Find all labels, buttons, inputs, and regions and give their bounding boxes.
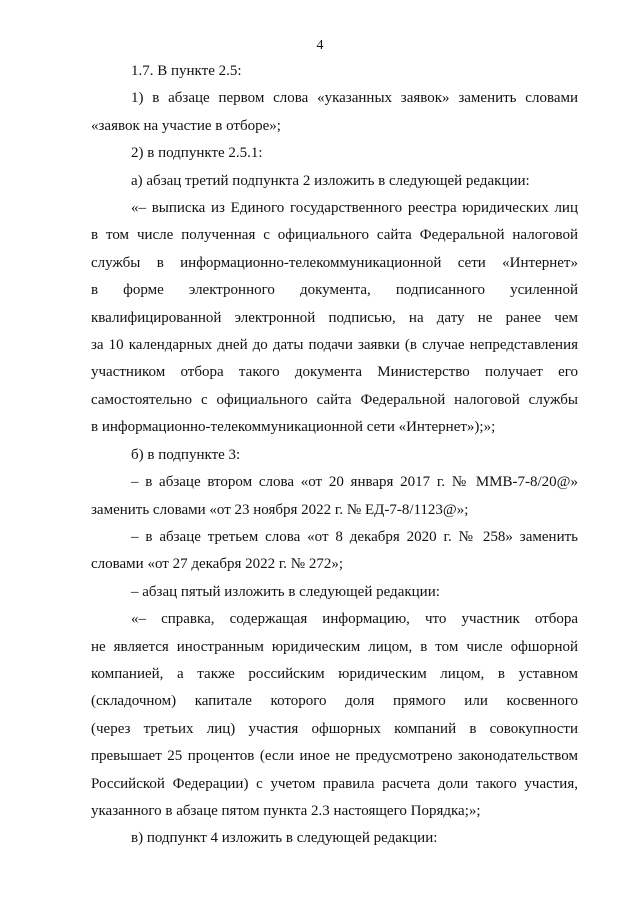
text-line: б) в подпункте 3: (131, 446, 241, 463)
text-line: самостоятельно с официального сайта Федеральной налоговой службы (91, 391, 578, 408)
text-line: – в абзаце втором слова «от 20 января 2017 г. № ММВ-7-8/20@» (131, 474, 578, 491)
text-line: (складочном) капитале которого доля прямого или косвенного (91, 693, 578, 710)
text-line: в информационно-телекоммуникационной сети «Интернет»);»; (91, 419, 496, 436)
paragraph (91, 825, 578, 852)
text-line: Российской Федерации) с учетом правила расчета доли такого участия, (91, 775, 578, 792)
paragraph (91, 58, 578, 85)
text-line: превышает 25 процентов (если иное не предусмотрено законодательством (91, 748, 578, 765)
text-line: службы в информационно-телекоммуникационной сети «Интернет» (91, 254, 578, 271)
text-line: 2) в подпункте 2.5.1: (131, 145, 263, 162)
text-line: указанного в абзаце пятом пункта 2.3 настоящего Порядка;»; (91, 802, 481, 819)
text-line: заменить словами «от 23 ноября 2022 г. № ЕД-7-8/1123@»; (91, 501, 469, 518)
paragraph (91, 606, 578, 825)
text-line: – абзац пятый изложить в следующей редакции: (131, 583, 440, 600)
document-body (91, 58, 578, 853)
text-line: – в абзаце третьем слова «от 8 декабря 2020 г. № 258» заменить (131, 528, 578, 545)
paragraph (91, 168, 578, 195)
text-line: в) подпункт 4 изложить в следующей редакции: (131, 830, 438, 847)
text-line: в форме электронного документа, подписанного усиленной (91, 282, 578, 299)
text-line: не является иностранным юридическим лицом, в том числе офшорной (91, 638, 578, 655)
text-line: «заявок на участие в отборе»; (91, 117, 281, 134)
text-line: компанией, а также российским юридическим лицом, в уставном (91, 665, 578, 682)
text-line: за 10 календарных дней до даты подачи заявки (в случае непредставления (91, 337, 578, 354)
paragraph (91, 195, 578, 442)
text-line: 1) в абзаце первом слова «указанных заявок» заменить словами (131, 90, 578, 107)
paragraph (91, 524, 578, 579)
text-line: квалифицированной электронной подписью, на дату не ранее чем (91, 309, 578, 326)
text-line: «– выписка из Единого государственного реестра юридических лиц (131, 200, 578, 217)
text-line: (через третьих лиц) участия офшорных компаний в совокупности (91, 720, 578, 737)
paragraph (91, 140, 578, 167)
paragraph (91, 469, 578, 524)
paragraph (91, 442, 578, 469)
page-number: 4 (316, 38, 324, 53)
text-line: а) абзац третий подпункта 2 изложить в следующей редакции: (131, 172, 530, 189)
text-line: в том числе полученная с официального сайта Федеральной налоговой (91, 227, 578, 244)
text-line: «– справка, содержащая информацию, что участник отбора (131, 611, 578, 628)
paragraph (91, 579, 578, 606)
text-line: 1.7. В пункте 2.5: (131, 63, 242, 79)
text-line: участником отбора такого документа Министерство получает его (91, 364, 578, 381)
text-line: словами «от 27 декабря 2022 г. № 272»; (91, 556, 344, 573)
paragraph (91, 85, 578, 140)
